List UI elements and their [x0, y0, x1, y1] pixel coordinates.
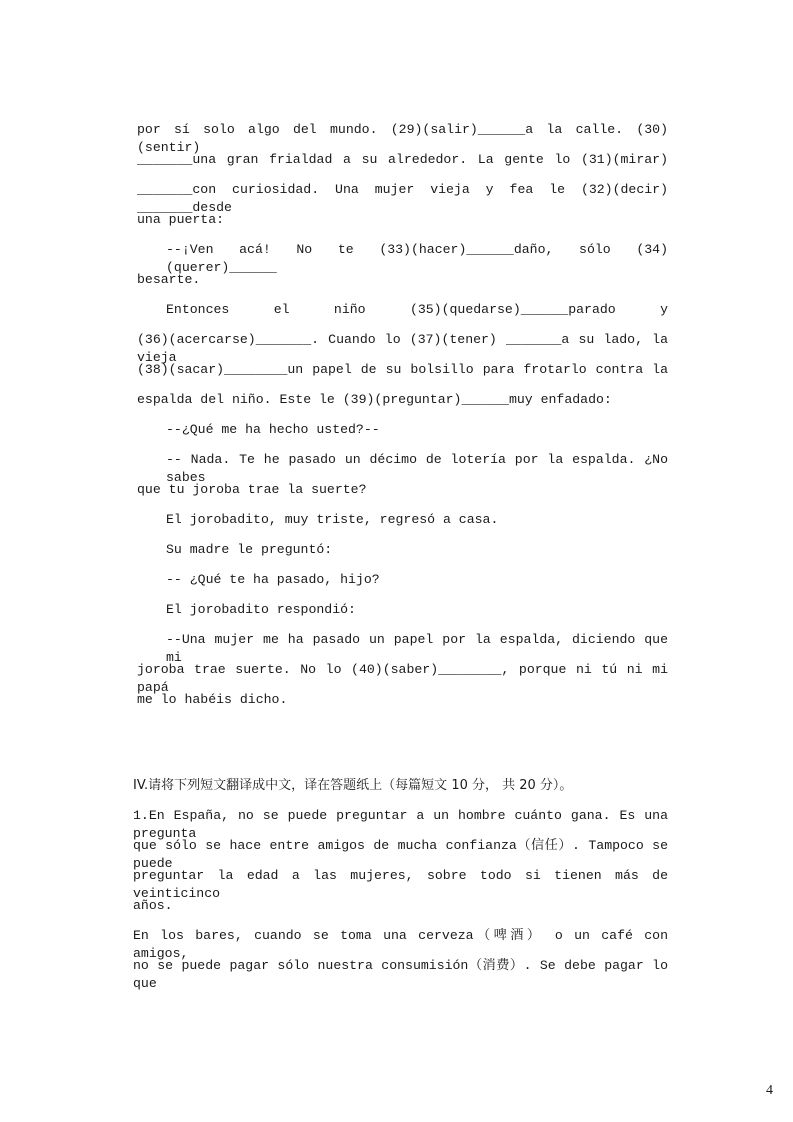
- passage-line: por sí solo algo del mundo. (29)(salir)______a la calle. (30)(sentir): [137, 122, 668, 155]
- passage-line: joroba trae suerte. No lo (40)(saber)________, porque ni tú ni mi papá: [137, 662, 668, 695]
- translation-line: años.: [133, 898, 173, 913]
- passage-line: Su madre le preguntó:: [166, 542, 333, 557]
- passage-line: --Una mujer me ha pasado un papel por la espalda, diciendo que mi: [166, 632, 668, 665]
- translation-line: preguntar la edad a las mujeres, sobre todo si tienen más de veinticinco: [133, 868, 668, 901]
- passage-line: -- Nada. Te he pasado un décimo de lotería por la espalda. ¿No sabes: [166, 452, 668, 485]
- passage-line: _______una gran frialdad a su alrededor. La gente lo (31)(mirar): [137, 152, 668, 167]
- passage-line: -- ¿Qué te ha pasado, hijo?: [166, 572, 380, 587]
- passage-line: una puerta:: [137, 212, 225, 227]
- translation-line: que sólo se hace entre amigos de mucha confianza（信任）. Tampoco se puede: [133, 838, 668, 871]
- passage-line: espalda del niño. Este le (39)(preguntar)______muy enfadado:: [137, 392, 612, 407]
- section-heading: IV.请将下列短文翻译成中文，译在答题纸上（每篇短文 10 分， 共 20 分）。: [133, 778, 573, 793]
- passage-line: que tu joroba trae la suerte?: [137, 482, 367, 497]
- passage-line: Entonces el niño (35)(quedarse)______parado y: [166, 302, 668, 317]
- passage-line: --¡Ven acá! No te (33)(hacer)______daño, sólo (34)(querer)______: [166, 242, 668, 275]
- passage-line: me lo habéis dicho.: [137, 692, 288, 707]
- passage-line: _______con curiosidad. Una mujer vieja y fea le (32)(decir) _______desde: [137, 182, 668, 215]
- passage-line: El jorobadito respondió:: [166, 602, 356, 617]
- passage-line: (36)(acercarse)_______. Cuando lo (37)(tener) _______a su lado, la vieja: [137, 332, 668, 365]
- passage-line: --¿Qué me ha hecho usted?--: [166, 422, 380, 437]
- passage-line: besarte.: [137, 272, 201, 287]
- passage-line: El jorobadito, muy triste, regresó a casa.: [166, 512, 499, 527]
- page-number: 4: [766, 1083, 773, 1098]
- passage-line: (38)(sacar)________un papel de su bolsillo para frotarlo contra la: [137, 362, 668, 377]
- translation-line: no se puede pagar sólo nuestra consumisión（消费）. Se debe pagar lo que: [133, 958, 668, 991]
- translation-line: 1.En España, no se puede preguntar a un hombre cuánto gana. Es una pregunta: [133, 808, 668, 841]
- translation-line: En los bares, cuando se toma una cerveza（啤酒） o un café con amigos,: [133, 928, 668, 961]
